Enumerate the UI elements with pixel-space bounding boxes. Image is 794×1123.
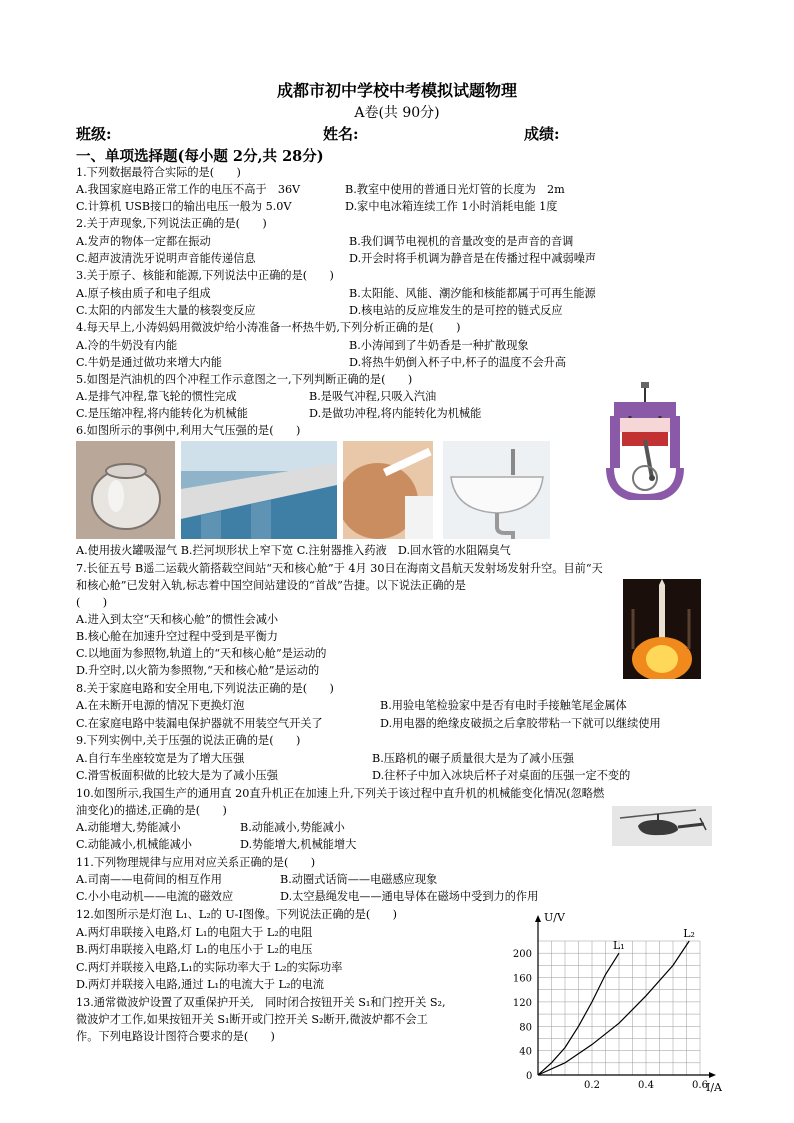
q4-option-d: D.将热牛奶倒入杯子中,杯子的温度不会升高 <box>349 356 567 369</box>
q7-stem-line3: ( ) <box>76 596 108 609</box>
series-label-2: L₂ <box>683 927 695 940</box>
q2-option-c: C.超声波清洗牙说明声音能传递信息 <box>76 252 256 265</box>
q2-option-d: D.开会时将手机调为静音是在传播过程中减弱噪声 <box>349 252 597 265</box>
q7-option-a: A.进入到太空“天和核心舱”的惯性会减小 <box>76 613 279 626</box>
series-label-1: L₁ <box>613 939 625 953</box>
x-axis-arrow <box>709 1072 716 1078</box>
helicopter-photo <box>612 806 712 846</box>
gasoline-engine-stroke-diagram <box>600 380 690 500</box>
q13-stem-line3: 作。下列电路设计图符合要求的是( ) <box>76 1030 275 1043</box>
q7-stem-line2: 和核心舱”已发射入轨,标志着中国空间站建设的“首战”告捷。以下说法正确的是 <box>76 579 466 592</box>
q11-stem: 11.下列物理规律与应用对应关系正确的是( ) <box>76 856 316 869</box>
q4-stem: 4.每天早上,小涛妈妈用微波炉给小涛准备一杯热牛奶,下列分析正确的是( ) <box>76 321 461 334</box>
q2-option-b: B.我们调节电视机的音量改变的是声音的音调 <box>349 235 574 248</box>
y-tick-label: 80 <box>519 1022 532 1034</box>
q4-option-a: A.冷的牛奶没有内能 <box>76 339 178 352</box>
q5-option-d: D.是做功冲程,将内能转化为机械能 <box>309 407 482 420</box>
x-tick-label: 0.6 <box>692 1080 708 1091</box>
q4-option-c: C.牛奶是通过做功来增大内能 <box>76 356 222 369</box>
injection-photo <box>343 441 433 539</box>
q10-option-c: C.动能减小,机械能减小 <box>76 838 192 851</box>
y-axis-arrow <box>535 915 541 922</box>
q6-stem: 6.如图所示的事例中,利用大气压强的是( ) <box>76 424 301 437</box>
q10-stem-line2: 油变化)的描述,正确的是( ) <box>76 804 227 817</box>
q12-option-a: A.两灯串联接入电路,灯 L₁的电阻大于 L₂的电阻 <box>76 926 313 939</box>
x-tick-label: 0.2 <box>584 1080 600 1091</box>
cupping-glass-photo <box>76 441 175 539</box>
q3-option-b: B.太阳能、风能、潮汐能和核能都属于可再生能源 <box>349 287 596 300</box>
q8-option-b: B.用验电笔检验家中是否有电时手接触笔尾金属体 <box>380 699 627 712</box>
q7-option-c: C.以地面为参照物,轨道上的“天和核心舱”是运动的 <box>76 647 327 660</box>
q5-option-a: A.是排气冲程,靠飞轮的惯性完成 <box>76 390 237 403</box>
y-tick-label: 200 <box>512 949 532 961</box>
q1-option-c: C.计算机 USB接口的输出电压一般为 5.0V <box>76 200 292 213</box>
q8-option-a: A.在未断开电源的情况下更换灯泡 <box>76 699 245 712</box>
q1-option-b: B.教室中使用的普通日光灯管的长度为 2m <box>345 183 565 196</box>
q8-stem: 8.关于家庭电路和安全用电,下列说法正确的是( ) <box>76 682 334 695</box>
q3-option-d: D.核电站的反应堆发生的是可控的链式反应 <box>349 304 563 317</box>
q1-stem: 1.下列数据最符合实际的是( ) <box>76 166 241 179</box>
ui-graph <box>500 905 740 1095</box>
name-label: 姓名: <box>323 125 359 143</box>
q5-option-c: C.是压缩冲程,将内能转化为机械能 <box>76 407 248 420</box>
q1-option-a: A.我国家庭电路正常工作的电压不高于 36V <box>76 183 301 196</box>
q2-option-a: A.发声的物体一定都在振动 <box>76 235 211 248</box>
q1-option-d: D.家中电冰箱连续工作 1小时消耗电能 1度 <box>345 200 558 213</box>
x-axis-label: I/A <box>706 1081 722 1094</box>
x-tick-label: 0.4 <box>638 1080 654 1091</box>
q3-stem: 3.关于原子、核能和能源,下列说法中正确的是( ) <box>76 269 334 282</box>
q11-option-a: A.司南——电荷间的相互作用 <box>76 873 222 886</box>
section-heading: 一、单项选择题(每小题 2分,共 28分) <box>76 148 324 165</box>
class-label: 班级: <box>76 125 112 143</box>
q9-option-d: D.往杯子中加入冰块后杯子对桌面的压强一定不变的 <box>372 769 631 782</box>
q7-stem-line1: 7.长征五号 B遥二运载火箭搭载空间站“天和核心舱”于 4月 30日在海南文昌航天发射场发射升空。目前“天 <box>76 562 603 575</box>
q8-option-d: D.用电器的绝缘皮破损之后拿胶带粘一下就可以继续使用 <box>380 717 661 730</box>
q10-option-d: D.势能增大,机械能增大 <box>240 838 357 851</box>
q3-option-c: C.太阳的内部发生大量的核裂变反应 <box>76 304 256 317</box>
q10-option-a: A.动能增大,势能减小 <box>76 821 181 834</box>
page-subtitle: A卷(共 90分) <box>354 105 440 121</box>
origin-label: 0 <box>526 1071 533 1082</box>
page-title: 成都市初中学校中考模拟试题物理 <box>276 81 517 100</box>
q11-option-c: C.小小电动机——电流的磁效应 <box>76 890 234 903</box>
y-axis-label: U/V <box>544 911 565 924</box>
y-tick-label: 120 <box>512 997 532 1009</box>
y-tick-label: 160 <box>512 973 532 985</box>
q9-option-c: C.滑雪板面积做的比较大是为了减小压强 <box>76 769 278 782</box>
q6-options: A.使用拔火罐吸湿气 B.拦河坝形状上窄下宽 C.注射器推入药液 D.回水管的水阻隔臭气 <box>76 544 511 557</box>
q5-option-b: B.是吸气冲程,只吸入汽油 <box>309 390 437 403</box>
q3-option-a: A.原子核由质子和电子组成 <box>76 287 211 300</box>
q5-stem: 5.如图是汽油机的四个冲程工作示意图之一,下列判断正确的是( ) <box>76 373 413 386</box>
q4-option-b: B.小涛闻到了牛奶香是一种扩散现象 <box>349 339 529 352</box>
sink-photo <box>443 441 550 539</box>
q12-option-d: D.两灯并联接入电路,通过 L₁的电流大于 L₂的电流 <box>76 978 324 991</box>
q12-option-b: B.两灯串联接入电路,灯 L₁的电压小于 L₂的电压 <box>76 943 313 956</box>
q11-option-d: D.太空悬绳发电——通电导体在磁场中受到力的作用 <box>280 890 539 903</box>
q10-stem-line1: 10.如图所示,我国生产的通用直 20直升机正在加速上升,下列关于该过程中直升机的机械能变化情况(忽略燃 <box>76 787 605 800</box>
q10-option-b: B.动能减小,势能减小 <box>240 821 345 834</box>
q9-stem: 9.下列实例中,关于压强的说法正确的是( ) <box>76 734 301 747</box>
dam-photo <box>181 441 337 539</box>
q7-option-d: D.升空时,以火箭为参照物,“天和核心舱”是运动的 <box>76 664 320 677</box>
q2-stem: 2.关于声现象,下列说法正确的是( ) <box>76 217 267 230</box>
q11-option-b: B.动圈式话筒——电磁感应现象 <box>280 873 438 886</box>
q9-option-b: B.压路机的碾子质量很大是为了减小压强 <box>372 752 574 765</box>
q13-stem-line1: 13.通常微波炉设置了双重保护开关, 同时闭合按钮开关 S₁和门控开关 S₂, <box>76 996 446 1009</box>
q8-option-c: C.在家庭电路中装漏电保护器就不用装空气开关了 <box>76 717 323 730</box>
y-tick-label: 40 <box>519 1046 532 1058</box>
q12-stem: 12.如图所示是灯泡 L₁、L₂的 U-I图像。下列说法正确的是( ) <box>76 908 398 921</box>
q9-option-a: A.自行车坐座较宽是为了增大压强 <box>76 752 245 765</box>
score-label: 成绩: <box>524 125 560 143</box>
q13-stem-line2: 微波炉才工作,如果按钮开关 S₁断开或门控开关 S₂断开,微波炉都不会工 <box>76 1013 428 1026</box>
rocket-launch-photo <box>623 579 701 679</box>
q7-option-b: B.核心舱在加速升空过程中受到是平衡力 <box>76 630 278 643</box>
q12-option-c: C.两灯并联接入电路,L₁的实际功率大于 L₂的实际功率 <box>76 961 343 974</box>
